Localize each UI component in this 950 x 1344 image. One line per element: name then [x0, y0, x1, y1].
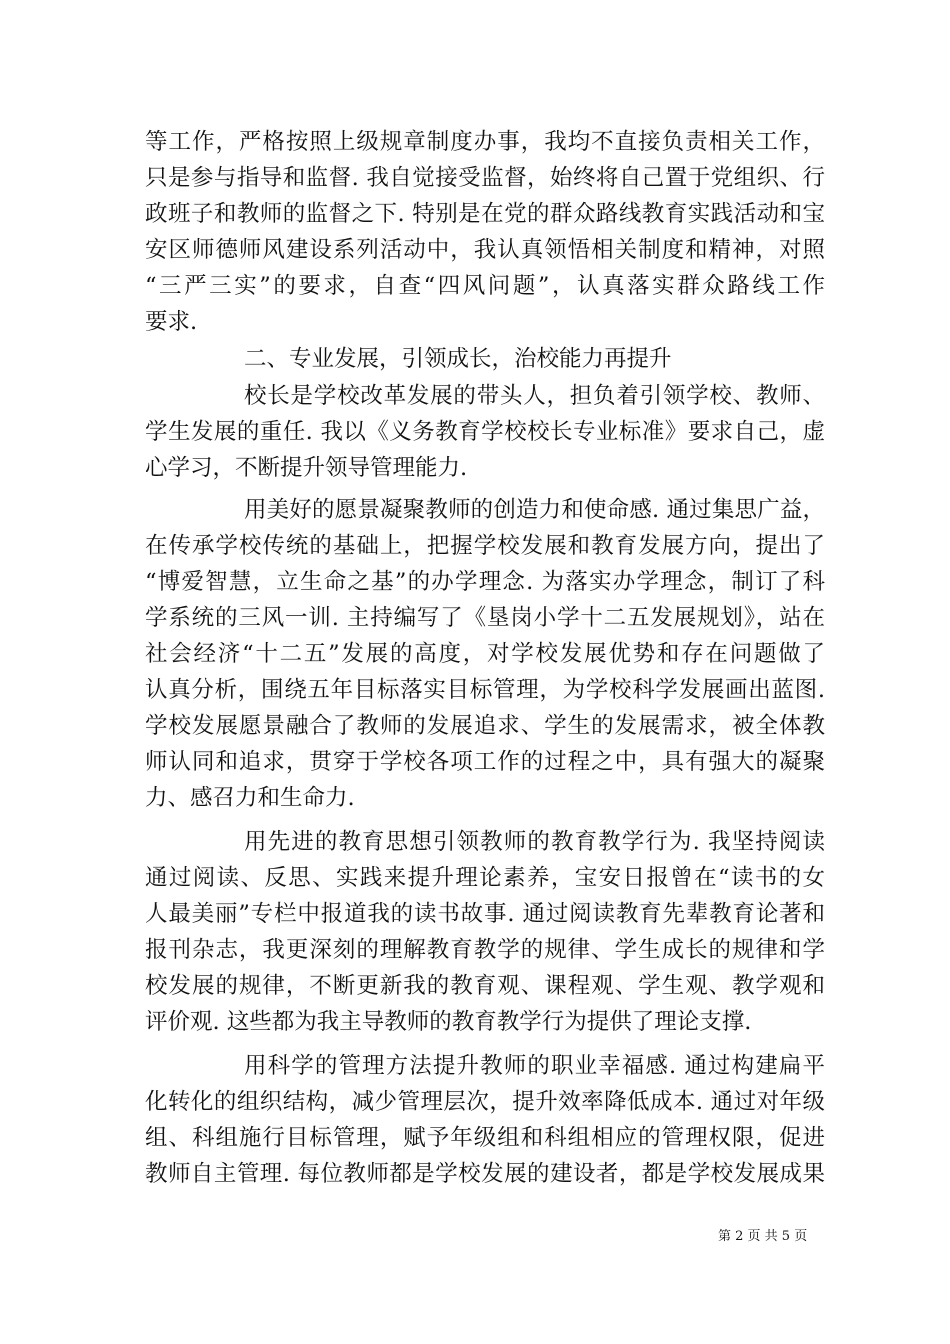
paragraph-line: 教师自主管理. 每位教师都是学校发展的建设者，都是学校发展成果 [145, 1161, 825, 1187]
section-heading: 二、专业发展，引领成长，治校能力再提升 [244, 346, 672, 372]
paragraph-line: 学生发展的重任. 我以《义务教育学校校长专业标准》要求自己，虚 [145, 419, 825, 445]
paragraph-line: 校发展的规律，不断更新我的教育观、课程观、学生观、教学观和 [145, 973, 825, 999]
paragraph-line: 组、科组施行目标管理，赋予年级组和科组相应的管理权限，促进 [145, 1125, 825, 1151]
paragraph-line: 政班子和教师的监督之下. 特别是在党的群众路线教育实践活动和宝 [145, 201, 825, 227]
paragraph-line: 通过阅读、反思、实践来提升理论素养，宝安日报曾在“读书的女 [145, 865, 825, 891]
paragraph-line: 评价观. 这些都为我主导教师的教育教学行为提供了理论支撑. [145, 1009, 752, 1035]
paragraph-line: 社会经济“十二五”发展的高度，对学校发展优势和存在问题做了 [145, 641, 825, 667]
paragraph-line: 心学习，不断提升领导管理能力. [145, 455, 468, 481]
paragraph-line: 等工作，严格按照上级规章制度办事，我均不直接负责相关工作， [145, 129, 825, 155]
paragraph-line: 认真分析，围绕五年目标落实目标管理，为学校科学发展画出蓝图. [145, 677, 825, 703]
paragraph-line: 用美好的愿景凝聚教师的创造力和使命感. 通过集思广益， [244, 497, 825, 523]
paragraph-line: 学校发展愿景融合了教师的发展追求、学生的发展需求，被全体教 [145, 713, 825, 739]
paragraph-line: 学系统的三风一训. 主持编写了《垦岗小学十二五发展规划》，站在 [145, 605, 825, 631]
paragraph-line: 校长是学校改革发展的带头人，担负着引领学校、教师、 [244, 383, 825, 409]
paragraph-line: 只是参与指导和监督. 我自觉接受监督，始终将自己置于党组织、行 [145, 165, 825, 191]
paragraph-line: 师认同和追求，贯穿于学校各项工作的过程之中，具有强大的凝聚 [145, 749, 825, 775]
paragraph-line: 力、感召力和生命力. [145, 785, 355, 811]
paragraph-line: 化转化的组织结构，减少管理层次，提升效率降低成本. 通过对年级 [145, 1089, 825, 1115]
paragraph-line: 要求. [145, 309, 198, 335]
paragraph-line: 安区师德师风建设系列活动中，我认真领悟相关制度和精神，对照 [145, 237, 825, 263]
page-number-footer: 第 2 页 共 5 页 [718, 1229, 808, 1244]
paragraph-line: 人最美丽”专栏中报道我的读书故事. 通过阅读教育先辈教育论著和 [145, 901, 825, 927]
paragraph-line: 报刊杂志，我更深刻的理解教育教学的规律、学生成长的规律和学 [145, 937, 825, 963]
paragraph-line: “博爱智慧，立生命之基”的办学理念. 为落实办学理念，制订了科 [145, 569, 825, 595]
paragraph-line: 在传承学校传统的基础上，把握学校发展和教育发展方向，提出了 [145, 533, 825, 559]
paragraph-line: 用先进的教育思想引领教师的教育教学行为. 我坚持阅读 [244, 829, 825, 855]
paragraph-line: “三严三实”的要求，自查“四风问题”，认真落实群众路线工作 [145, 273, 825, 299]
paragraph-line: 用科学的管理方法提升教师的职业幸福感. 通过构建扁平 [244, 1053, 825, 1079]
